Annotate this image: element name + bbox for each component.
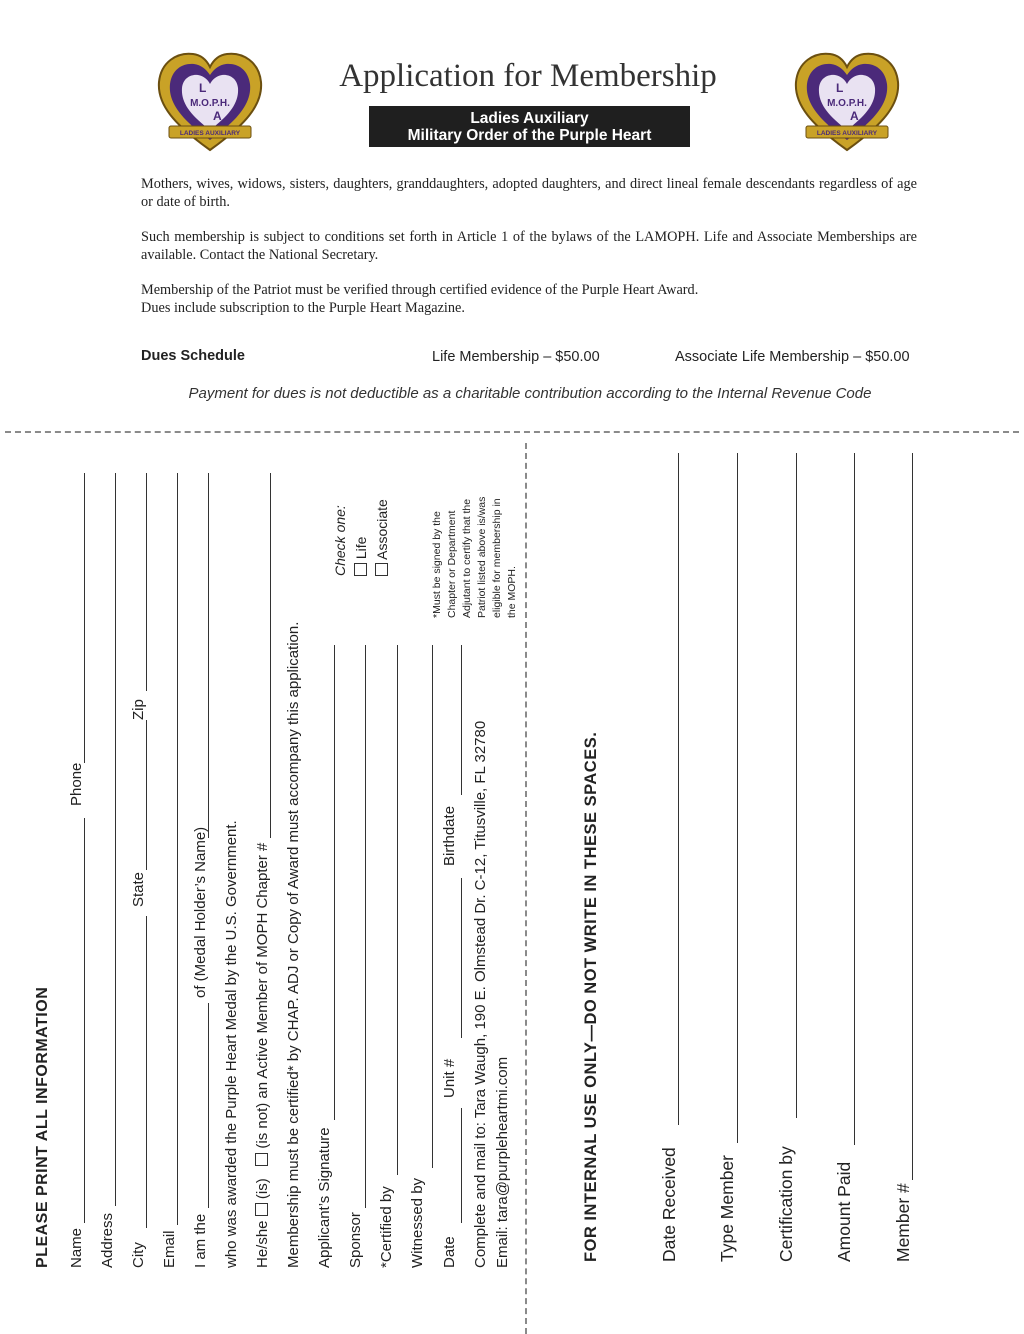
mail-to-address: Complete and mail to: Tara Waugh, 190 E. Olmstead Dr. C-12, Titusville, FL 32780: [472, 720, 489, 1268]
amount-paid-label: Amount Paid: [834, 1161, 854, 1262]
title-banner: [369, 106, 690, 147]
member-number-field[interactable]: [912, 453, 913, 1180]
zip-field[interactable]: [146, 473, 147, 691]
logo-initial-a: A: [213, 109, 222, 123]
signature-note: [430, 497, 520, 618]
logo-moph: M.O.P.H.: [827, 98, 867, 109]
banner-line-1: Ladies Auxiliary: [470, 110, 589, 127]
awarded-statement: who was awarded the Purple Heart Medal by the U.S. Government.: [223, 820, 240, 1268]
sponsor-field[interactable]: [365, 645, 366, 1208]
date-received-label: Date Received: [659, 1147, 679, 1262]
i-am-the-label: I am the: [192, 1213, 209, 1268]
applicant-signature-label: Applicant’s Signature: [316, 1127, 333, 1268]
certification-by-field[interactable]: [796, 453, 797, 1118]
intro-paragraph-3: [141, 281, 917, 317]
logo-ribbon-text: LADIES AUXILIARY: [816, 130, 878, 137]
email-label: Email: [161, 1230, 178, 1268]
horizontal-cut-line: [5, 431, 1019, 433]
signature-note-line: eligible for membership in: [491, 498, 503, 618]
city-label: City: [130, 1242, 147, 1268]
city-field[interactable]: [146, 916, 147, 1228]
associate-checkbox[interactable]: [375, 563, 388, 576]
dues-schedule-label: Dues Schedule: [141, 348, 245, 364]
birthdate-field[interactable]: [461, 645, 462, 795]
signature-note-line: Chapter or Department: [446, 510, 458, 618]
check-one-label: Check one:: [332, 505, 348, 576]
is-label: (is): [254, 1178, 271, 1200]
heshe-label: He/she: [254, 1220, 271, 1268]
name-label: Name: [68, 1227, 85, 1268]
membership-status-row: [254, 843, 271, 1268]
life-checkbox[interactable]: [354, 563, 367, 576]
medal-holder-label: of (Medal Holder’s Name): [192, 826, 209, 998]
dues-tax-note: Payment for dues is not deductible as a charitable contribution according to the Internal Revenue Code: [188, 385, 872, 402]
dues-associate-membership: Associate Life Membership – $50.00: [675, 349, 910, 365]
unit-label: Unit #: [441, 1058, 458, 1098]
signature-note-line: Adjutant to certify that the: [461, 498, 473, 618]
unit-field[interactable]: [461, 878, 462, 1038]
address-label: Address: [99, 1212, 116, 1268]
type-member-field[interactable]: [737, 453, 738, 1143]
state-field[interactable]: [146, 720, 147, 870]
certification-note: Membership must be certified* by CHAP. ADJ or Copy of Award must accompany this application.: [285, 621, 302, 1268]
is-not-label: (is not) an Active Member of MOPH Chapter #: [254, 842, 271, 1149]
date-received-field[interactable]: [678, 453, 679, 1125]
logo-initial-l: L: [199, 81, 207, 95]
member-number-label: Member #: [893, 1183, 913, 1262]
life-option-label: Life: [353, 536, 369, 560]
date-label: Date: [441, 1236, 458, 1268]
email-to-address: Email: tara@purpleheartmi.com: [494, 1056, 511, 1268]
certification-by-label: Certification by: [776, 1146, 796, 1262]
life-option[interactable]: [353, 537, 369, 576]
state-label: State: [130, 871, 147, 907]
address-field[interactable]: [115, 473, 116, 1206]
dues-life-membership: Life Membership – $50.00: [432, 349, 600, 365]
name-field[interactable]: [84, 818, 85, 1223]
logo-moph: M.O.P.H.: [190, 98, 230, 109]
intro-paragraph-1: Mothers, wives, widows, sisters, daughters, granddaughters, adopted daughters, and direct lineal female descendants regardless of age or date of birth.: [141, 176, 917, 210]
certified-by-field[interactable]: [397, 645, 398, 1175]
signature-note-line: the MOPH.: [506, 566, 518, 618]
certified-by-label: *Certified by: [378, 1186, 395, 1268]
page-title: Application for Membership: [339, 58, 717, 94]
applicant-signature-field[interactable]: [334, 645, 335, 1120]
intro-paragraph-3-line-1: Membership of the Patriot must be verified through certified evidence of the Purple Heart Award.: [141, 282, 699, 298]
signature-note-line: Patriot listed above is/was: [476, 496, 488, 618]
email-field[interactable]: [177, 473, 178, 1225]
relationship-field[interactable]: [208, 1003, 209, 1208]
witnessed-by-label: Witnessed by: [409, 1177, 426, 1268]
amount-paid-field[interactable]: [854, 453, 855, 1145]
internal-use-heading: FOR INTERNAL USE ONLY—DO NOT WRITE IN THESE SPACES.: [582, 731, 600, 1262]
sponsor-label: Sponsor: [347, 1212, 364, 1268]
intro-paragraph-2: Such membership is subject to conditions set forth in Article 1 of the bylaws of the LAMOPH. Life and Associate Memberships are available. Contact the National Secretary.: [141, 229, 917, 263]
is-not-member-checkbox[interactable]: [255, 1153, 268, 1166]
type-member-label: Type Member: [717, 1155, 737, 1262]
medal-holder-name-field[interactable]: [208, 473, 209, 838]
vertical-cut-line: [525, 443, 527, 1334]
zip-label: Zip: [130, 699, 147, 720]
birthdate-label: Birthdate: [441, 805, 458, 866]
is-member-checkbox[interactable]: [255, 1203, 268, 1216]
chapter-number-field[interactable]: [270, 473, 271, 838]
associate-option[interactable]: [374, 499, 390, 576]
date-field[interactable]: [461, 1108, 462, 1223]
witnessed-by-field[interactable]: [432, 645, 433, 1168]
form-heading: PLEASE PRINT ALL INFORMATION: [34, 986, 51, 1268]
phone-label: Phone: [68, 762, 85, 806]
logo-ribbon-text: LADIES AUXILIARY: [179, 130, 241, 137]
banner-line-2: Military Order of the Purple Heart: [407, 127, 652, 144]
intro-paragraph-3-line-2: Dues include subscription to the Purple Heart Magazine.: [141, 300, 465, 316]
phone-field[interactable]: [84, 473, 85, 763]
logo-initial-a: A: [850, 109, 859, 123]
associate-option-label: Associate: [374, 499, 390, 560]
signature-note-line: *Must be signed by the: [431, 511, 443, 618]
logo-initial-l: L: [836, 81, 844, 95]
